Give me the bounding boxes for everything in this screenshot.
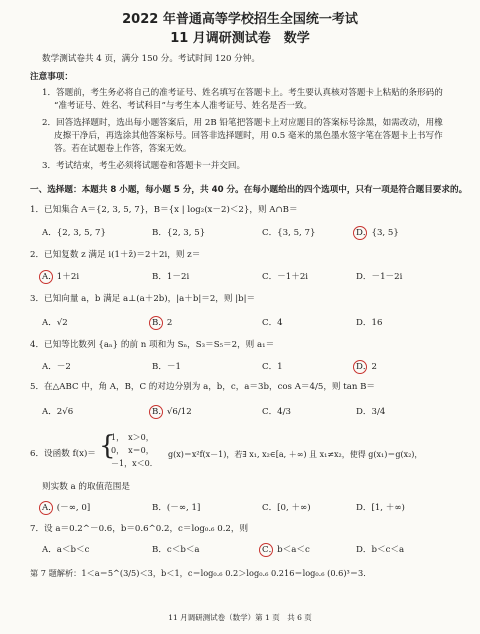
option-d: D．16	[356, 318, 383, 328]
option-c: C．b＜a＜c	[262, 545, 310, 555]
page-footer: 11 月调研测试卷（数学）第 1 页 共 6 页	[168, 613, 312, 622]
question-stem-continued: g(x)＝x²f(x－1)，若∃ x₁, x₂∈[a, ＋∞) 且 x₁≠x₂，使得 g(x₁)＝g(x₂)，	[168, 450, 423, 459]
question-stem: 则实数 a 的取值范围是	[42, 482, 130, 492]
question-stem: 4．已知等比数列 {aₙ} 的前 n 项和为 Sₙ，S₃＝S₅＝2，则 a₁＝	[30, 340, 275, 350]
answer-circle-mark	[353, 226, 367, 240]
notice-line: 1．答题前，考生务必将自己的准考证号、姓名填写在答题卡上。考生要认真核对答题卡上粘贴的条形码的	[42, 88, 443, 98]
option-c: C．－1＋2i	[262, 272, 309, 282]
option-b: B．－1	[152, 362, 181, 372]
question-stem: 2．已知复数 z 满足 i(1＋z̄)＝2＋2i，则 z＝	[30, 250, 201, 260]
option-d: D．{3, 5}	[356, 228, 399, 238]
option-b: B．1－2i	[152, 272, 190, 282]
option-a: A．a＜b＜c	[42, 545, 90, 555]
answer-circle-mark	[353, 360, 367, 374]
piecewise-case: －1，x＜0．	[111, 459, 158, 468]
question-stem: 3．已知向量 a，b 满足 a⊥(a＋2b)，|a＋b|＝2，则 |b|＝	[30, 294, 256, 304]
option-a: A．1＋2i	[42, 272, 80, 282]
option-c: C．4	[262, 318, 283, 328]
piecewise-case: 0， x＝0，	[111, 446, 154, 455]
option-c: C．[0, ＋∞)	[262, 503, 311, 513]
answer-circle-mark	[149, 405, 163, 419]
question-stem: 1．已知集合 A＝{2, 3, 5, 7}，B＝{x | log₂(x－2)＜2}，则 A∩B＝	[30, 205, 298, 215]
intro-text: 数学测试卷共 4 页，满分 150 分。考试时间 120 分钟。	[42, 54, 260, 64]
option-c: C．4/3	[262, 407, 291, 417]
answer-circle-mark	[39, 501, 53, 515]
notice-line: 2．回答选择题时，选出每小题答案后，用 2B 铅笔把答题卡上对应题目的答案标号涂黑，如需改动，用橡	[42, 118, 443, 128]
option-a: A．(－∞, 0]	[42, 503, 91, 513]
question-stem: 7．设 a＝0.2^－0.6，b＝0.6^0.2，c＝log₀.₆ 0.2，则	[30, 524, 249, 534]
option-d: D．2	[356, 362, 377, 372]
question-stem: 6．设函数 f(x)＝	[30, 449, 96, 459]
section-heading: 一、选择题：本题共 8 小题，每小题 5 分，共 40 分。在每小题给出的四个选项中，只有一项是符合题目要求的。	[30, 185, 468, 195]
notice-line: “准考证号、姓名、考试科目”与考生本人准考证号、姓名是否一致。	[54, 101, 313, 111]
option-b: B．2	[152, 318, 173, 328]
option-c: C．1	[262, 362, 283, 372]
option-b: B．{2, 3, 5}	[152, 228, 206, 238]
exam-title: 2022 年普通高等学校招生全国统一考试	[122, 12, 358, 27]
notice-line: 3．考试结束，考生必须将试题卷和答题卡一并交回。	[42, 161, 246, 171]
notice-line: 答。若在试题卷上作答，答案无效。	[54, 144, 192, 154]
solution-note: 第 7 题解析：1＜a＝5^(3/5)＜3，b＜1，c＝log₀.₆ 0.2＞log₀.₆ 0.216＝log₀.₆ (0.6)³＝3．	[30, 568, 372, 578]
option-b: B．c＜b＜a	[152, 545, 200, 555]
option-a: A．2√6	[42, 407, 74, 417]
option-b: B．√6/12	[152, 407, 192, 417]
option-d: D．3/4	[356, 407, 386, 417]
option-d: D．－1－2i	[356, 272, 403, 282]
option-d: D．[1, ＋∞)	[356, 503, 405, 513]
option-a: A．－2	[42, 362, 71, 372]
answer-circle-mark	[259, 543, 273, 557]
option-a: A．√2	[42, 318, 68, 328]
answer-circle-mark	[39, 270, 53, 284]
notice-line: 皮擦干净后，再选涂其他答案标号。回答非选择题时，用 0.5 毫米的黑色墨水签字笔在答题卡上书写作	[54, 131, 443, 141]
option-d: D．b＜c＜a	[356, 545, 405, 555]
answer-circle-mark	[149, 316, 163, 330]
option-c: C．{3, 5, 7}	[262, 228, 316, 238]
notice-heading: 注意事项：	[30, 72, 73, 82]
piecewise-case: 1， x＞0，	[111, 433, 154, 442]
option-a: A．{2, 3, 5, 7}	[42, 228, 106, 238]
brace-symbol: {	[99, 431, 116, 461]
option-b: B．(－∞, 1]	[152, 503, 201, 513]
question-stem: 5．在△ABC 中，角 A，B，C 的对边分别为 a，b，c，a＝3b，cos A＝4/5，则 tan B＝	[30, 382, 376, 392]
exam-subtitle: 11 月调研测试卷 数学	[170, 31, 310, 46]
